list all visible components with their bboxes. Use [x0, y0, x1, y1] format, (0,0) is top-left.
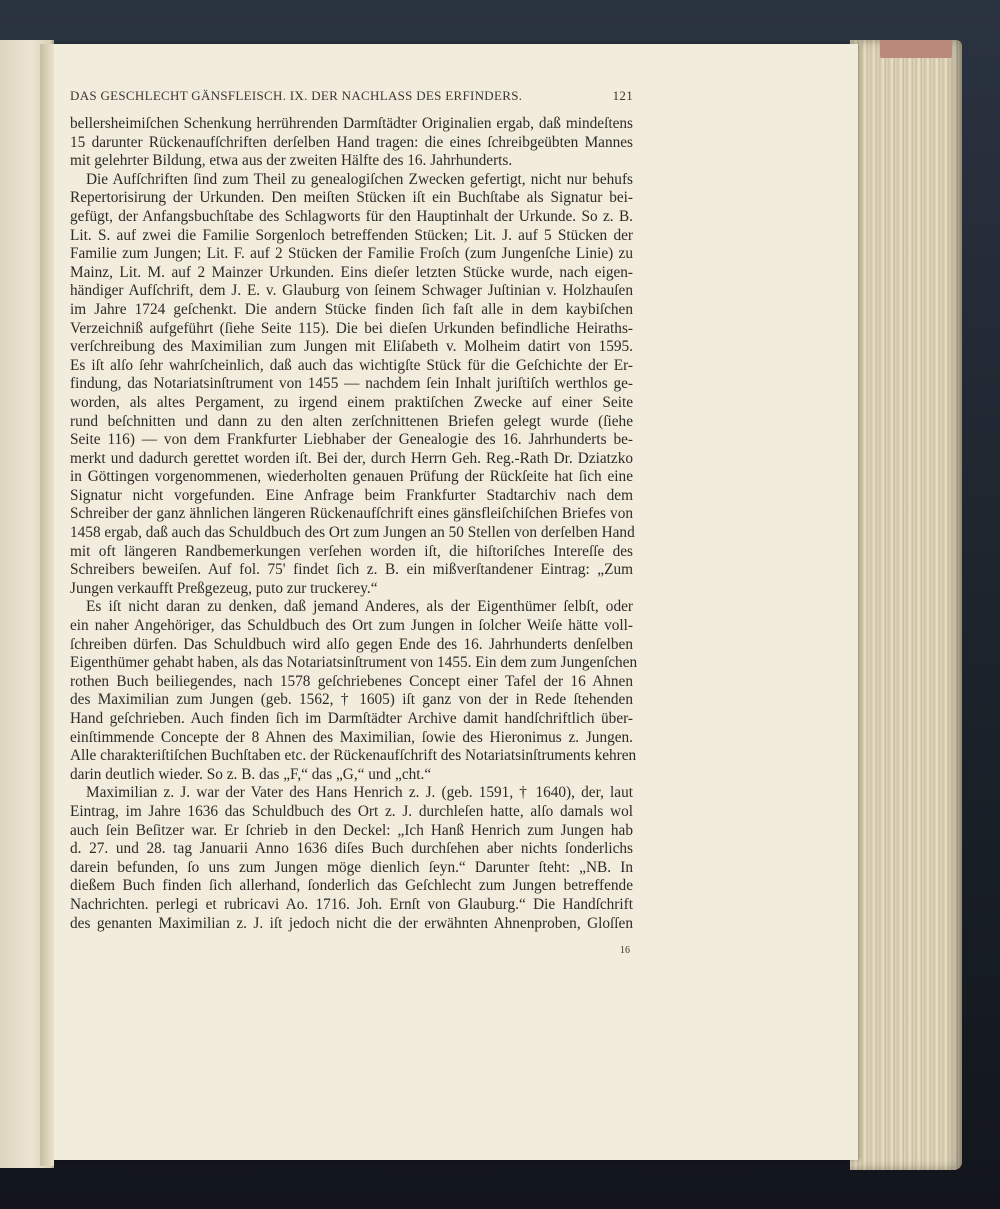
text-line: Alle charakteriſtiſchen Buchſtaben etc. der Rückenaufſchrift des Notariatsinſtruments kehren [70, 747, 637, 765]
text-line: ſchreiben dürfen. Das Schuldbuch wird alſo gegen Ende des 16. Jahrhunderts denſelben [70, 635, 633, 653]
text-line: Repertorisirung der Urkunden. Den meiſten Stücken iſt ein Buchſtabe als Signatur bei- [70, 189, 633, 207]
text-line: findung, das Notariatsinſtrument von 1455 — nachdem ſein Inhalt juriſtiſch werthlos ge- [70, 375, 633, 393]
text-line: Jungen verkaufft Preßgezeug, puto zur truckerey.“ [70, 579, 378, 597]
text-line: des Maximilian zum Jungen (geb. 1562, † 1605) iſt ganz von der in Rede ſtehenden [70, 691, 633, 709]
text-line: Mainz, Lit. M. auf 2 Mainzer Urkunden. Eins dieſer letzten Stücke wurde, nach eigen- [70, 263, 633, 281]
text-line: des genanten Maximilian z. J. iſt jedoch nicht die der erwähnten Ahnenproben, Gloſſen [70, 914, 633, 932]
page-gutter [40, 44, 54, 1166]
text-line: gefügt, der Anfangsbuchſtabe des Schlagworts für den Hauptinhalt der Urkunde. So z. B. [70, 207, 633, 225]
text-line: Hand geſchrieben. Auch finden ſich im Darmſtädter Archive damit handſchriftlich über- [70, 710, 633, 727]
text-line: Die Aufſchriften ſind zum Theil zu genealogiſchen Zwecken gefertigt, nicht nur behufs [86, 170, 633, 188]
page-stack-edge [850, 40, 962, 1170]
text-line: Verzeichniß aufgeführt (ſiehe Seite 115). Die bei dieſen Urkunden befindliche Heiraths- [70, 319, 633, 337]
running-head [70, 88, 633, 104]
text-line: mit oft längeren Randbemerkungen verſehen worden iſt, die hiſtoriſches Intereſſe des [70, 542, 633, 560]
text-line: 15 darunter Rückenaufſchriften derſelben Hand tragen: die eines ſchreibgeübten Mannes [70, 133, 633, 151]
text-line: auch ſein Beſitzer war. Er ſchrieb in den Deckel: „Ich Hanß Henrich zum Jungen hab [70, 821, 633, 839]
text-line: Lit. S. auf zwei die Familie Sorgenloch betreffenden Stücken; Lit. J. auf 5 Stücken der [70, 226, 633, 244]
text-line: verſchreibung des Maximilian zum Jungen mit Eliſabeth v. Molheim datirt von 1595. [70, 338, 633, 356]
text-line: ein naher Angehöriger, das Schuldbuch des Ort zum Jungen in ſolcher Weiſe hätte voll- [70, 617, 633, 635]
text-line: Seite 116) — von dem Frankfurter Liebhaber der Genealogie des 16. Jahrhunderts be- [70, 431, 633, 449]
text-line: Schreibers beweiſen. Auf fol. 75' findet ſich z. B. ein mißverſtandener Eintrag: „Zum [70, 561, 633, 579]
text-line: Es iſt alſo ſehr wahrſcheinlich, daß auch das wichtigſte Stück für die Geſchichte der Er- [70, 356, 633, 374]
text-line: händiger Aufſchrift, dem J. E. v. Glauburg von ſeinem Schwager Juſtinian v. Holzhauſen [70, 282, 633, 300]
running-title: DAS GESCHLECHT GÄNSFLEISCH. IX. DER NACHLASS DES ERFINDERS. [70, 88, 523, 103]
text-line: Es iſt nicht daran zu denken, daß jemand Anderes, als der Eigenthümer ſelbſt, oder [86, 598, 633, 616]
body-text [70, 115, 638, 933]
text-line: im Jahre 1724 geſchenkt. Die andern Stücke finden ſich faſt alle in dem kaybiſchen [70, 300, 633, 318]
text-line: darin deutlich wieder. So z. B. das „F,“ das „G,“ und „cht.“ [70, 765, 432, 783]
text-line: Eintrag, im Jahre 1636 das Schuldbuch des Ort z. J. durchleſen hatte, alſo damals wol [70, 802, 633, 820]
text-line: Maximilian z. J. war der Vater des Hans Henrich z. J. (geb. 1591, † 1640), der, laut [86, 784, 633, 802]
text-line: worden, als altes Pergament, zu irgend einem praktiſchen Zwecke auf einer Seite [70, 393, 633, 411]
text-line: dießem Buch finden ſich allerhand, ſonderlich das Geſchlecht zum Jungen betreffende [70, 877, 633, 895]
text-line: Signatur nicht vorgefunden. Eine Anfrage beim Frankfurter Stadtarchiv nach dem [70, 486, 633, 504]
text-line: Nachrichten. perlegi et rubricavi Ao. 1716. Joh. Ernſt von Glauburg.“ Die Handſchrift [70, 895, 633, 913]
text-line: rothen Buch beiliegendes, nach 1578 geſchriebenes Concept einer Tafel der 16 Ahnen [70, 672, 633, 690]
text-line: Schreiber der ganz ähnlichen längeren Rückenaufſchrift eines gänsfleiſchiſchen Briefes von [70, 505, 633, 523]
book-spine-top [880, 40, 952, 58]
text-line: Eigenthümer gehabt haben, als das Notariatsinſtrument von 1455. Ein dem zum Jungenſchen [70, 654, 638, 672]
text-line: bellersheimiſchen Schenkung herrührenden Darmſtädter Originalien ergab, daß mindeſtens [70, 115, 633, 132]
text-line: d. 27. und 28. tag Januarii Anno 1636 diſes Buch durchſehen aber nichts ſonderlichs [70, 840, 633, 858]
text-line: einſtimmende Concepte der 8 Ahnen des Maximilian, ſowie des Hieronimus z. Jungen. [70, 728, 633, 746]
text-line: mit gelehrter Bildung, etwa aus der zweiten Hälfte des 16. Jahrhunderts. [70, 152, 513, 170]
printers-signature: 16 [620, 945, 630, 956]
text-line: 1458 ergab, daß auch das Schuldbuch des Ort zum Jungen an 50 Stellen von derſelben Hand [70, 524, 635, 542]
text-line: darein befunden, ſo uns zum Jungen möge dienlich ſeyn.“ Darunter ſteht: „NB. In [70, 858, 633, 876]
text-line: merkt und dadurch gerettet worden iſt. Bei der, durch Herrn Geh. Reg.-Rath Dr. Dziatzko [70, 449, 633, 467]
text-line: Familie zum Jungen; Lit. F. auf 2 Stücken der Familie Froſch (zum Jungenſche Linie) zu [70, 245, 633, 263]
text-line: in Göttingen vorgenommenen, wiederholten genauen Prüfung der Rückſeite hat ſich eine [70, 468, 633, 486]
page-number: 121 [612, 88, 633, 103]
text-line: rund beſchnitten und dann zu den alten zerſchnittenen Briefen gelegt wurde (ſiehe [70, 412, 633, 430]
